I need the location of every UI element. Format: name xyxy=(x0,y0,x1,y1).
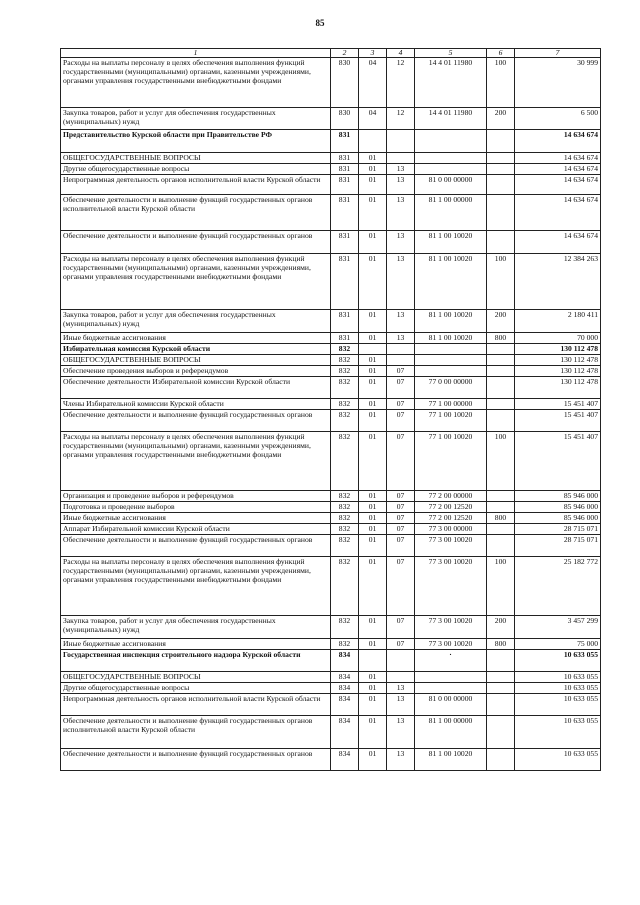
amount-cell: 10 633 055 xyxy=(515,683,601,694)
item-name-cell: Закупка товаров, работ и услуг для обеспечения государственных (муниципальных) нужд xyxy=(61,108,331,130)
table-row xyxy=(61,513,601,524)
item-name-cell: ОБЩЕГОСУДАРСТВЕННЫЕ ВОПРОСЫ xyxy=(61,672,331,683)
section-code-cell: 01 xyxy=(359,195,387,231)
target-article-cell: 81 1 00 10020 xyxy=(415,310,487,333)
target-article-cell xyxy=(415,130,487,153)
expense-type-cell xyxy=(487,164,515,175)
item-name-cell: Расходы на выплаты персоналу в целях обеспечения выполнения функций государственными (муниципальными) органами, казенными учреждениями, органами управления государственными внебюджетными фондами xyxy=(61,432,331,491)
target-article-cell: 77 0 00 00000 xyxy=(415,377,487,399)
subsection-code-cell: 13 xyxy=(387,310,415,333)
table-row xyxy=(61,153,601,164)
target-article-cell: 77 3 00 10020 xyxy=(415,535,487,557)
expense-type-cell: 100 xyxy=(487,432,515,491)
ministry-code-cell: 832 xyxy=(331,366,359,377)
subsection-code-cell: 13 xyxy=(387,749,415,771)
item-name-cell: Представительство Курской области при Правительстве РФ xyxy=(61,130,331,153)
target-article-cell: · xyxy=(415,650,487,672)
ministry-code-cell: 831 xyxy=(331,310,359,333)
expense-type-cell: 200 xyxy=(487,616,515,639)
section-code-cell: 01 xyxy=(359,513,387,524)
expense-type-cell xyxy=(487,175,515,195)
ministry-code-cell: 834 xyxy=(331,716,359,749)
item-name-cell: Расходы на выплаты персоналу в целях обеспечения выполнения функций государственными (муниципальными) органами, казенными учреждениями, органами управления государственными внебюджетными фондами xyxy=(61,58,331,108)
section-code-cell: 01 xyxy=(359,535,387,557)
ministry-code-cell: 831 xyxy=(331,254,359,310)
section-code-cell: 01 xyxy=(359,524,387,535)
expense-type-cell: 100 xyxy=(487,254,515,310)
ministry-code-cell: 831 xyxy=(331,231,359,254)
target-article-cell: 81 0 00 00000 xyxy=(415,175,487,195)
ministry-code-cell: 831 xyxy=(331,130,359,153)
table-row xyxy=(61,108,601,130)
ministry-code-cell: 832 xyxy=(331,513,359,524)
target-article-cell: 77 3 00 10020 xyxy=(415,616,487,639)
table-row xyxy=(61,377,601,399)
expense-type-cell xyxy=(487,231,515,254)
amount-cell: 6 500 xyxy=(515,108,601,130)
ministry-code-cell: 832 xyxy=(331,524,359,535)
target-article-cell: 81 1 00 00000 xyxy=(415,195,487,231)
expense-type-cell: 100 xyxy=(487,58,515,108)
item-name-cell: Иные бюджетные ассигнования xyxy=(61,513,331,524)
target-article-cell: 77 2 00 12520 xyxy=(415,502,487,513)
section-code-cell: 01 xyxy=(359,366,387,377)
table-row xyxy=(61,716,601,749)
target-article-cell: 81 1 00 00000 xyxy=(415,716,487,749)
table-row xyxy=(61,344,601,355)
column-header: 6 xyxy=(487,49,515,58)
amount-cell: 130 112 478 xyxy=(515,366,601,377)
subsection-code-cell: 07 xyxy=(387,616,415,639)
target-article-cell xyxy=(415,355,487,366)
expense-type-cell xyxy=(487,502,515,513)
section-code-cell: 01 xyxy=(359,153,387,164)
expense-type-cell: 100 xyxy=(487,557,515,616)
ministry-code-cell: 832 xyxy=(331,410,359,432)
section-code-cell: 01 xyxy=(359,377,387,399)
expense-type-cell xyxy=(487,650,515,672)
ministry-code-cell: 831 xyxy=(331,175,359,195)
column-header: 3 xyxy=(359,49,387,58)
subsection-code-cell: 13 xyxy=(387,716,415,749)
item-name-cell: Подготовка и проведение выборов xyxy=(61,502,331,513)
subsection-code-cell: 13 xyxy=(387,231,415,254)
expense-type-cell xyxy=(487,153,515,164)
ministry-code-cell: 832 xyxy=(331,535,359,557)
item-name-cell: ОБЩЕГОСУДАРСТВЕННЫЕ ВОПРОСЫ xyxy=(61,355,331,366)
ministry-code-cell: 830 xyxy=(331,58,359,108)
subsection-code-cell: 07 xyxy=(387,366,415,377)
section-code-cell: 01 xyxy=(359,502,387,513)
table-row xyxy=(61,535,601,557)
expense-type-cell xyxy=(487,535,515,557)
expense-type-cell xyxy=(487,694,515,716)
item-name-cell: Обеспечение проведения выборов и референдумов xyxy=(61,366,331,377)
ministry-code-cell: 830 xyxy=(331,108,359,130)
expense-type-cell xyxy=(487,672,515,683)
subsection-code-cell: 13 xyxy=(387,694,415,716)
amount-cell: 14 634 674 xyxy=(515,164,601,175)
table-row xyxy=(61,231,601,254)
subsection-code-cell xyxy=(387,130,415,153)
amount-cell: 70 000 xyxy=(515,333,601,344)
target-article-cell: 77 3 00 10020 xyxy=(415,639,487,650)
table-row xyxy=(61,650,601,672)
ministry-code-cell: 832 xyxy=(331,616,359,639)
amount-cell: 28 715 071 xyxy=(515,535,601,557)
expense-type-cell: 200 xyxy=(487,310,515,333)
column-header: 4 xyxy=(387,49,415,58)
target-article-cell: 81 1 00 10020 xyxy=(415,749,487,771)
item-name-cell: Непрограммная деятельность органов исполнительной власти Курской области xyxy=(61,175,331,195)
table-row xyxy=(61,366,601,377)
target-article-cell xyxy=(415,344,487,355)
target-article-cell: 14 4 01 11980 xyxy=(415,58,487,108)
item-name-cell: Обеспечение деятельности и выполнение функций государственных органов исполнительной власти Курской области xyxy=(61,716,331,749)
ministry-code-cell: 834 xyxy=(331,694,359,716)
section-code-cell: 01 xyxy=(359,175,387,195)
subsection-code-cell xyxy=(387,344,415,355)
subsection-code-cell: 12 xyxy=(387,108,415,130)
expense-type-cell xyxy=(487,355,515,366)
section-code-cell: 01 xyxy=(359,231,387,254)
table-row xyxy=(61,694,601,716)
subsection-code-cell: 07 xyxy=(387,399,415,410)
ministry-code-cell: 831 xyxy=(331,164,359,175)
amount-cell: 130 112 478 xyxy=(515,377,601,399)
ministry-code-cell: 834 xyxy=(331,749,359,771)
ministry-code-cell: 832 xyxy=(331,502,359,513)
target-article-cell xyxy=(415,366,487,377)
ministry-code-cell: 832 xyxy=(331,377,359,399)
target-article-cell: 77 2 00 00000 xyxy=(415,491,487,502)
subsection-code-cell: 07 xyxy=(387,639,415,650)
item-name-cell: Другие общегосударственные вопросы xyxy=(61,683,331,694)
amount-cell: 14 634 674 xyxy=(515,130,601,153)
table-row xyxy=(61,491,601,502)
section-code-cell: 01 xyxy=(359,254,387,310)
ministry-code-cell: 832 xyxy=(331,344,359,355)
ministry-code-cell: 834 xyxy=(331,683,359,694)
target-article-cell xyxy=(415,164,487,175)
table-row xyxy=(61,749,601,771)
ministry-code-cell: 832 xyxy=(331,432,359,491)
amount-cell: 14 634 674 xyxy=(515,195,601,231)
amount-cell: 85 946 000 xyxy=(515,491,601,502)
expense-type-cell xyxy=(487,524,515,535)
table-row xyxy=(61,130,601,153)
table-row xyxy=(61,58,601,108)
section-code-cell xyxy=(359,130,387,153)
subsection-code-cell: 07 xyxy=(387,491,415,502)
column-header: 7 xyxy=(515,49,601,58)
table-body xyxy=(61,58,601,771)
subsection-code-cell xyxy=(387,650,415,672)
expense-type-cell xyxy=(487,716,515,749)
ministry-code-cell: 831 xyxy=(331,195,359,231)
amount-cell: 30 999 xyxy=(515,58,601,108)
target-article-cell: 77 1 00 10020 xyxy=(415,410,487,432)
section-code-cell: 01 xyxy=(359,672,387,683)
item-name-cell: ОБЩЕГОСУДАРСТВЕННЫЕ ВОПРОСЫ xyxy=(61,153,331,164)
budget-table xyxy=(60,48,601,771)
amount-cell: 14 634 674 xyxy=(515,231,601,254)
item-name-cell: Иные бюджетные ассигнования xyxy=(61,333,331,344)
table-row xyxy=(61,410,601,432)
item-name-cell: Обеспечение деятельности и выполнение функций государственных органов xyxy=(61,749,331,771)
ministry-code-cell: 831 xyxy=(331,333,359,344)
header-row xyxy=(61,49,601,58)
expense-type-cell xyxy=(487,491,515,502)
expense-type-cell xyxy=(487,344,515,355)
expense-type-cell xyxy=(487,377,515,399)
ministry-code-cell: 834 xyxy=(331,650,359,672)
subsection-code-cell: 12 xyxy=(387,58,415,108)
amount-cell: 15 451 407 xyxy=(515,399,601,410)
ministry-code-cell: 832 xyxy=(331,491,359,502)
expense-type-cell: 800 xyxy=(487,639,515,650)
table-row xyxy=(61,195,601,231)
subsection-code-cell xyxy=(387,355,415,366)
table-row xyxy=(61,432,601,491)
target-article-cell: 77 3 00 10020 xyxy=(415,557,487,616)
table-row xyxy=(61,175,601,195)
subsection-code-cell xyxy=(387,153,415,164)
table-row xyxy=(61,164,601,175)
amount-cell: 10 633 055 xyxy=(515,672,601,683)
amount-cell: 2 180 411 xyxy=(515,310,601,333)
item-name-cell: Обеспечение деятельности и выполнение функций государственных органов исполнительной власти Курской области xyxy=(61,195,331,231)
section-code-cell: 01 xyxy=(359,557,387,616)
section-code-cell xyxy=(359,344,387,355)
section-code-cell: 01 xyxy=(359,310,387,333)
target-article-cell: 81 1 00 10020 xyxy=(415,254,487,310)
subsection-code-cell: 13 xyxy=(387,164,415,175)
item-name-cell: Обеспечение деятельности и выполнение функций государственных органов xyxy=(61,410,331,432)
item-name-cell: Иные бюджетные ассигнования xyxy=(61,639,331,650)
amount-cell: 10 633 055 xyxy=(515,650,601,672)
item-name-cell: Члены Избирательной комиссии Курской области xyxy=(61,399,331,410)
section-code-cell: 01 xyxy=(359,683,387,694)
amount-cell: 10 633 055 xyxy=(515,749,601,771)
ministry-code-cell: 831 xyxy=(331,153,359,164)
expense-type-cell xyxy=(487,410,515,432)
item-name-cell: Аппарат Избирательной комиссии Курской области xyxy=(61,524,331,535)
amount-cell: 3 457 299 xyxy=(515,616,601,639)
amount-cell: 28 715 071 xyxy=(515,524,601,535)
column-header: 5 xyxy=(415,49,487,58)
expense-type-cell xyxy=(487,195,515,231)
target-article-cell: 81 0 00 00000 xyxy=(415,694,487,716)
expense-type-cell xyxy=(487,130,515,153)
section-code-cell: 04 xyxy=(359,108,387,130)
item-name-cell: Непрограммная деятельность органов исполнительной власти Курской области xyxy=(61,694,331,716)
subsection-code-cell: 13 xyxy=(387,195,415,231)
table-row xyxy=(61,333,601,344)
item-name-cell: Государственная инспекция строительного надзора Курской области xyxy=(61,650,331,672)
target-article-cell xyxy=(415,683,487,694)
table-row xyxy=(61,639,601,650)
target-article-cell: 14 4 01 11980 xyxy=(415,108,487,130)
subsection-code-cell: 07 xyxy=(387,502,415,513)
target-article-cell: 77 1 00 10020 xyxy=(415,432,487,491)
section-code-cell: 01 xyxy=(359,639,387,650)
table-row xyxy=(61,254,601,310)
amount-cell: 85 946 000 xyxy=(515,502,601,513)
section-code-cell: 01 xyxy=(359,432,387,491)
ministry-code-cell: 832 xyxy=(331,355,359,366)
table-row xyxy=(61,502,601,513)
section-code-cell: 01 xyxy=(359,333,387,344)
item-name-cell: Обеспечение деятельности Избирательной комиссии Курской области xyxy=(61,377,331,399)
section-code-cell: 01 xyxy=(359,716,387,749)
subsection-code-cell: 07 xyxy=(387,432,415,491)
subsection-code-cell: 07 xyxy=(387,524,415,535)
table-row xyxy=(61,524,601,535)
expense-type-cell: 800 xyxy=(487,333,515,344)
table-row xyxy=(61,310,601,333)
subsection-code-cell: 07 xyxy=(387,557,415,616)
amount-cell: 130 112 478 xyxy=(515,355,601,366)
ministry-code-cell: 832 xyxy=(331,639,359,650)
target-article-cell: 77 3 00 00000 xyxy=(415,524,487,535)
item-name-cell: Расходы на выплаты персоналу в целях обеспечения выполнения функций государственными (муниципальными) органами, казенными учреждениями, органами управления государственными внебюджетными фондами xyxy=(61,557,331,616)
amount-cell: 130 112 478 xyxy=(515,344,601,355)
target-article-cell: 81 1 00 10020 xyxy=(415,231,487,254)
subsection-code-cell: 13 xyxy=(387,175,415,195)
subsection-code-cell: 07 xyxy=(387,535,415,557)
subsection-code-cell: 13 xyxy=(387,333,415,344)
target-article-cell: 81 1 00 10020 xyxy=(415,333,487,344)
section-code-cell: 04 xyxy=(359,58,387,108)
expense-type-cell: 800 xyxy=(487,513,515,524)
section-code-cell: 01 xyxy=(359,164,387,175)
ministry-code-cell: 832 xyxy=(331,557,359,616)
section-code-cell: 01 xyxy=(359,616,387,639)
column-header: 1 xyxy=(61,49,331,58)
item-name-cell: Другие общегосударственные вопросы xyxy=(61,164,331,175)
amount-cell: 10 633 055 xyxy=(515,716,601,749)
page-number: 85 xyxy=(315,18,325,28)
column-header: 2 xyxy=(331,49,359,58)
section-code-cell: 01 xyxy=(359,749,387,771)
subsection-code-cell: 13 xyxy=(387,254,415,310)
table-row xyxy=(61,672,601,683)
ministry-code-cell: 832 xyxy=(331,399,359,410)
amount-cell: 15 451 407 xyxy=(515,410,601,432)
table-row xyxy=(61,399,601,410)
subsection-code-cell xyxy=(387,672,415,683)
item-name-cell: Обеспечение деятельности и выполнение функций государственных органов xyxy=(61,535,331,557)
item-name-cell: Закупка товаров, работ и услуг для обеспечения государственных (муниципальных) нужд xyxy=(61,616,331,639)
item-name-cell: Расходы на выплаты персоналу в целях обеспечения выполнения функций государственными (муниципальными) органами, казенными учреждениями, органами управления государственными внебюджетными фондами xyxy=(61,254,331,310)
subsection-code-cell: 13 xyxy=(387,683,415,694)
section-code-cell: 01 xyxy=(359,410,387,432)
expense-type-cell xyxy=(487,749,515,771)
target-article-cell: 77 2 00 12520 xyxy=(415,513,487,524)
target-article-cell: 77 1 00 00000 xyxy=(415,399,487,410)
table-row xyxy=(61,683,601,694)
item-name-cell: Обеспечение деятельности и выполнение функций государственных органов xyxy=(61,231,331,254)
item-name-cell: Избирательная комиссия Курской области xyxy=(61,344,331,355)
target-article-cell xyxy=(415,672,487,683)
item-name-cell: Организация и проведение выборов и референдумов xyxy=(61,491,331,502)
section-code-cell: 01 xyxy=(359,399,387,410)
subsection-code-cell: 07 xyxy=(387,377,415,399)
table-row xyxy=(61,355,601,366)
table-row xyxy=(61,616,601,639)
expense-type-cell xyxy=(487,683,515,694)
amount-cell: 12 384 263 xyxy=(515,254,601,310)
expense-type-cell: 200 xyxy=(487,108,515,130)
expense-type-cell xyxy=(487,399,515,410)
table-row xyxy=(61,557,601,616)
subsection-code-cell: 07 xyxy=(387,410,415,432)
amount-cell: 25 182 772 xyxy=(515,557,601,616)
amount-cell: 10 633 055 xyxy=(515,694,601,716)
expense-type-cell xyxy=(487,366,515,377)
amount-cell: 75 000 xyxy=(515,639,601,650)
section-code-cell: 01 xyxy=(359,355,387,366)
item-name-cell: Закупка товаров, работ и услуг для обеспечения государственных (муниципальных) нужд xyxy=(61,310,331,333)
amount-cell: 14 634 674 xyxy=(515,175,601,195)
subsection-code-cell: 07 xyxy=(387,513,415,524)
amount-cell: 15 451 407 xyxy=(515,432,601,491)
ministry-code-cell: 834 xyxy=(331,672,359,683)
amount-cell: 14 634 674 xyxy=(515,153,601,164)
section-code-cell: 01 xyxy=(359,694,387,716)
target-article-cell xyxy=(415,153,487,164)
amount-cell: 85 946 000 xyxy=(515,513,601,524)
section-code-cell: 01 xyxy=(359,491,387,502)
section-code-cell xyxy=(359,650,387,672)
